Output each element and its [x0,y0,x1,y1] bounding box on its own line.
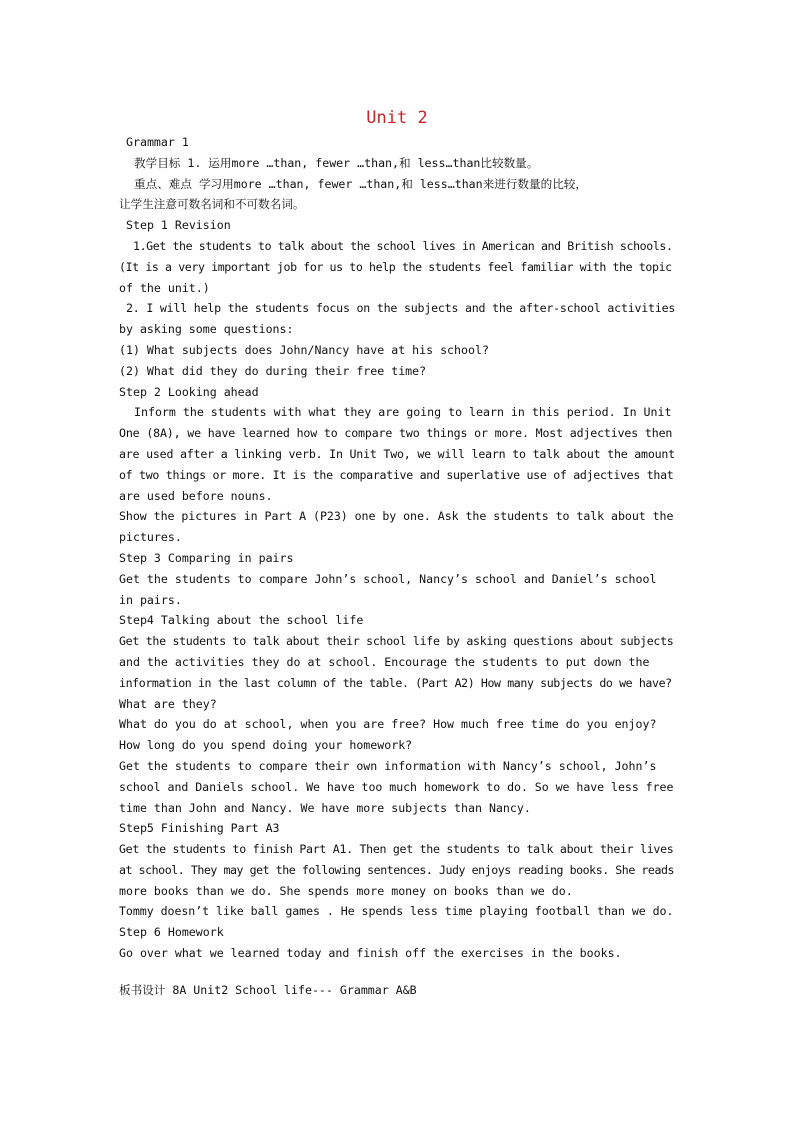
text-line: 1.Get the students to talk about the school lives in American and British schools. [133,238,673,253]
text-line: more books than we do. She spends more money on books than we do. [119,883,573,898]
text-line: at school. They may get the following sentences. Judy enjoys reading books. She reads [119,862,675,877]
text-line: are used before nouns. [119,488,273,503]
text-line: One (8A), we have learned how to compare two things or more. Most adjectives then [119,426,673,441]
step-heading: Step5 Finishing Part A3 [119,821,280,836]
text-line: information in the last column of the table. (Part A2) How many subjects do we have? [119,675,672,690]
text-line: by asking some questions: [119,322,294,337]
text-line: What do you do at school, when you are free? How much free time do you enjoy? [119,717,657,732]
text-line: Get the students to compare their own information with Nancy’s school, John’s [119,758,657,773]
text-line: Go over what we learned today and finish off the exercises in the books. [119,946,622,961]
text-line: in pairs. [119,592,182,607]
text-line: of two things or more. It is the comparative and superlative use of adjectives that [119,467,674,482]
text-line: Get the students to finish Part A1. Then get the students to talk about their lives [119,842,674,857]
text-line: of the unit.) [119,280,210,295]
text-line: Get the students to compare John’s school, Nancy’s school and Daniel’s school [119,571,657,586]
text-line: Inform the students with what they are going to learn in this period. In Unit [134,405,672,420]
text-line: What are they? [119,696,217,711]
text-line: 2. I will help the students focus on the subjects and the after-school activities [126,301,675,316]
text-line: Get the students to talk about their school life by asking questions about subjects [119,634,674,649]
teaching-goal: 教学目标 1. 运用more …than, fewer …than,和 less…than比较数量。 [134,155,539,170]
text-line: time than John and Nancy. We have more subjects than Nancy. [119,800,531,815]
question-line: (1) What subjects does John/Nancy have at his school? [119,342,489,357]
text-line: (It is a very important job for us to help the students feel familiar with the topic [119,259,672,274]
spacer [119,964,675,980]
step-heading: Step 3 Comparing in pairs [119,550,294,565]
step-heading: Step4 Talking about the school life [119,613,364,628]
step-heading: Step 1 Revision [126,218,231,233]
text-line: 让学生注意可数名词和不可数名词。 [119,197,305,212]
step-heading: Step 6 Homework [119,925,224,940]
text-line: school and Daniels school. We have too much homework to do. So we have less free [119,779,674,794]
page-title: Unit 2 [366,108,428,128]
key-points: 重点、难点 学习用more …than, fewer …than,和 less…than来进行数量的比较， [134,176,587,191]
board-design: 板书设计 8A Unit2 School life--- Grammar A&B [119,982,417,997]
text-line: How long do you spend doing your homework? [119,738,413,753]
text-line: pictures. [119,530,182,545]
section-label: Grammar 1 [126,135,189,149]
text-line: and the activities they do at school. Encourage the students to put down the [119,654,650,669]
text-line: Show the pictures in Part A (P23) one by one. Ask the students to talk about the [119,509,674,524]
question-line: (2) What did they do during their free time? [119,363,427,378]
text-line: are used after a linking verb. In Unit Two, we will learn to talk about the amount [119,446,675,461]
text-line: Tommy doesn’t like ball games . He spends less time playing football than we do. [119,904,674,919]
step-heading: Step 2 Looking ahead [119,384,259,399]
document-page [119,104,675,1001]
